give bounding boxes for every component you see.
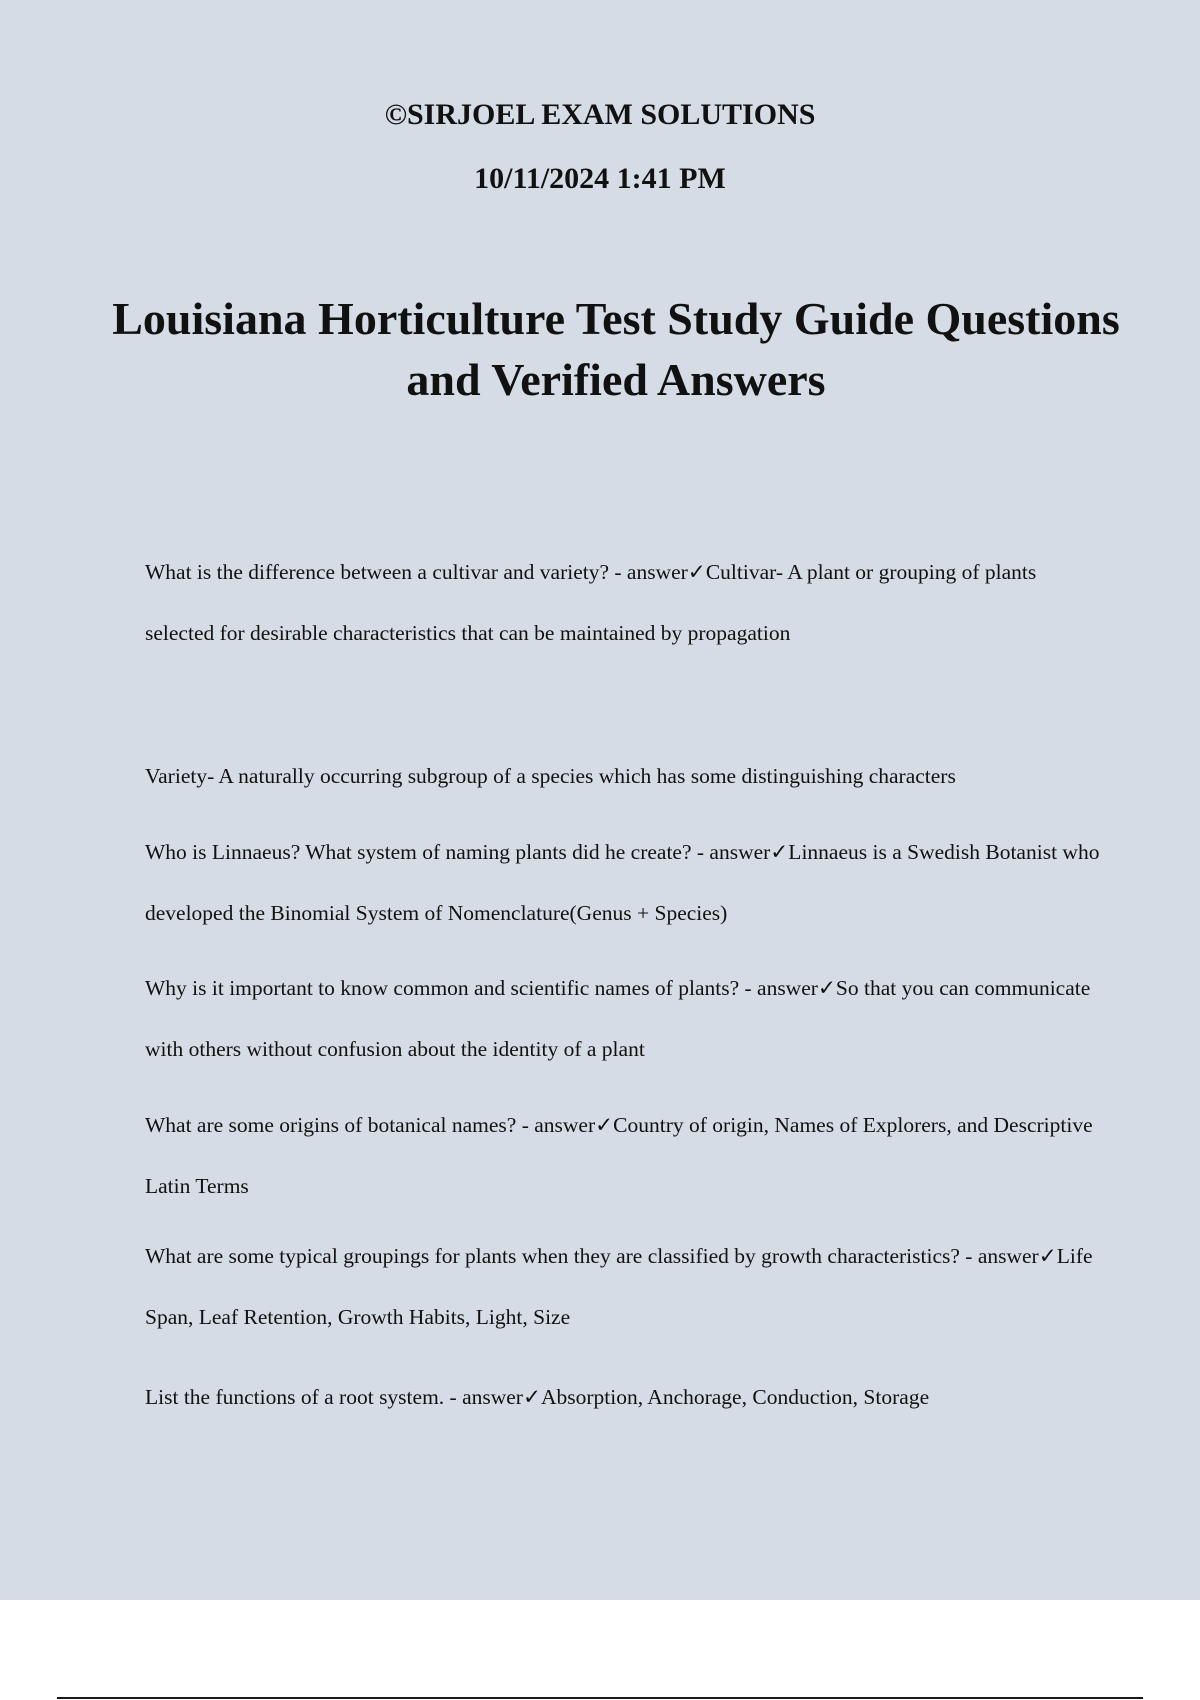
question-answer-cultivar: What is the difference between a cultivar and variety? - answer✓Cultivar- A plant or grouping of plants selected for desirable characteristics that can be maintained by propagation	[145, 560, 1037, 645]
question-answer-linnaeus: Who is Linnaeus? What system of naming plants did he create? - answer✓Linnaeus is a Swedish Botanist who developed the Binomial System of Nomenclature(Genus + Species)	[145, 840, 1100, 925]
document-title: Louisiana Horticulture Test Study Guide Questions and Verified Answers	[112, 293, 1120, 405]
question-answer-root-system: List the functions of a root system. - answer✓Absorption, Anchorage, Conduction, Storage	[145, 1385, 930, 1409]
question-answer-origins: What are some origins of botanical names? - answer✓Country of origin, Names of Explorers, and Descriptive Latin Terms	[145, 1113, 1093, 1198]
paragraph-variety: Variety- A naturally occurring subgroup of a species which has some distinguishing characters	[145, 764, 956, 788]
date-time-header: 10/11/2024 1:41 PM	[474, 162, 726, 195]
footer-divider	[57, 1697, 1143, 1699]
question-answer-names: Why is it important to know common and scientific names of plants? - answer✓So that you can communicate with others without confusion about the identity of a plant	[145, 976, 1091, 1061]
question-answer-groupings: What are some typical groupings for plants when they are classified by growth characteristics? - answer✓Life Span, Leaf Retention, Growth Habits, Light, Size	[145, 1244, 1093, 1329]
brand-header: ©SIRJOEL EXAM SOLUTIONS	[384, 98, 816, 131]
